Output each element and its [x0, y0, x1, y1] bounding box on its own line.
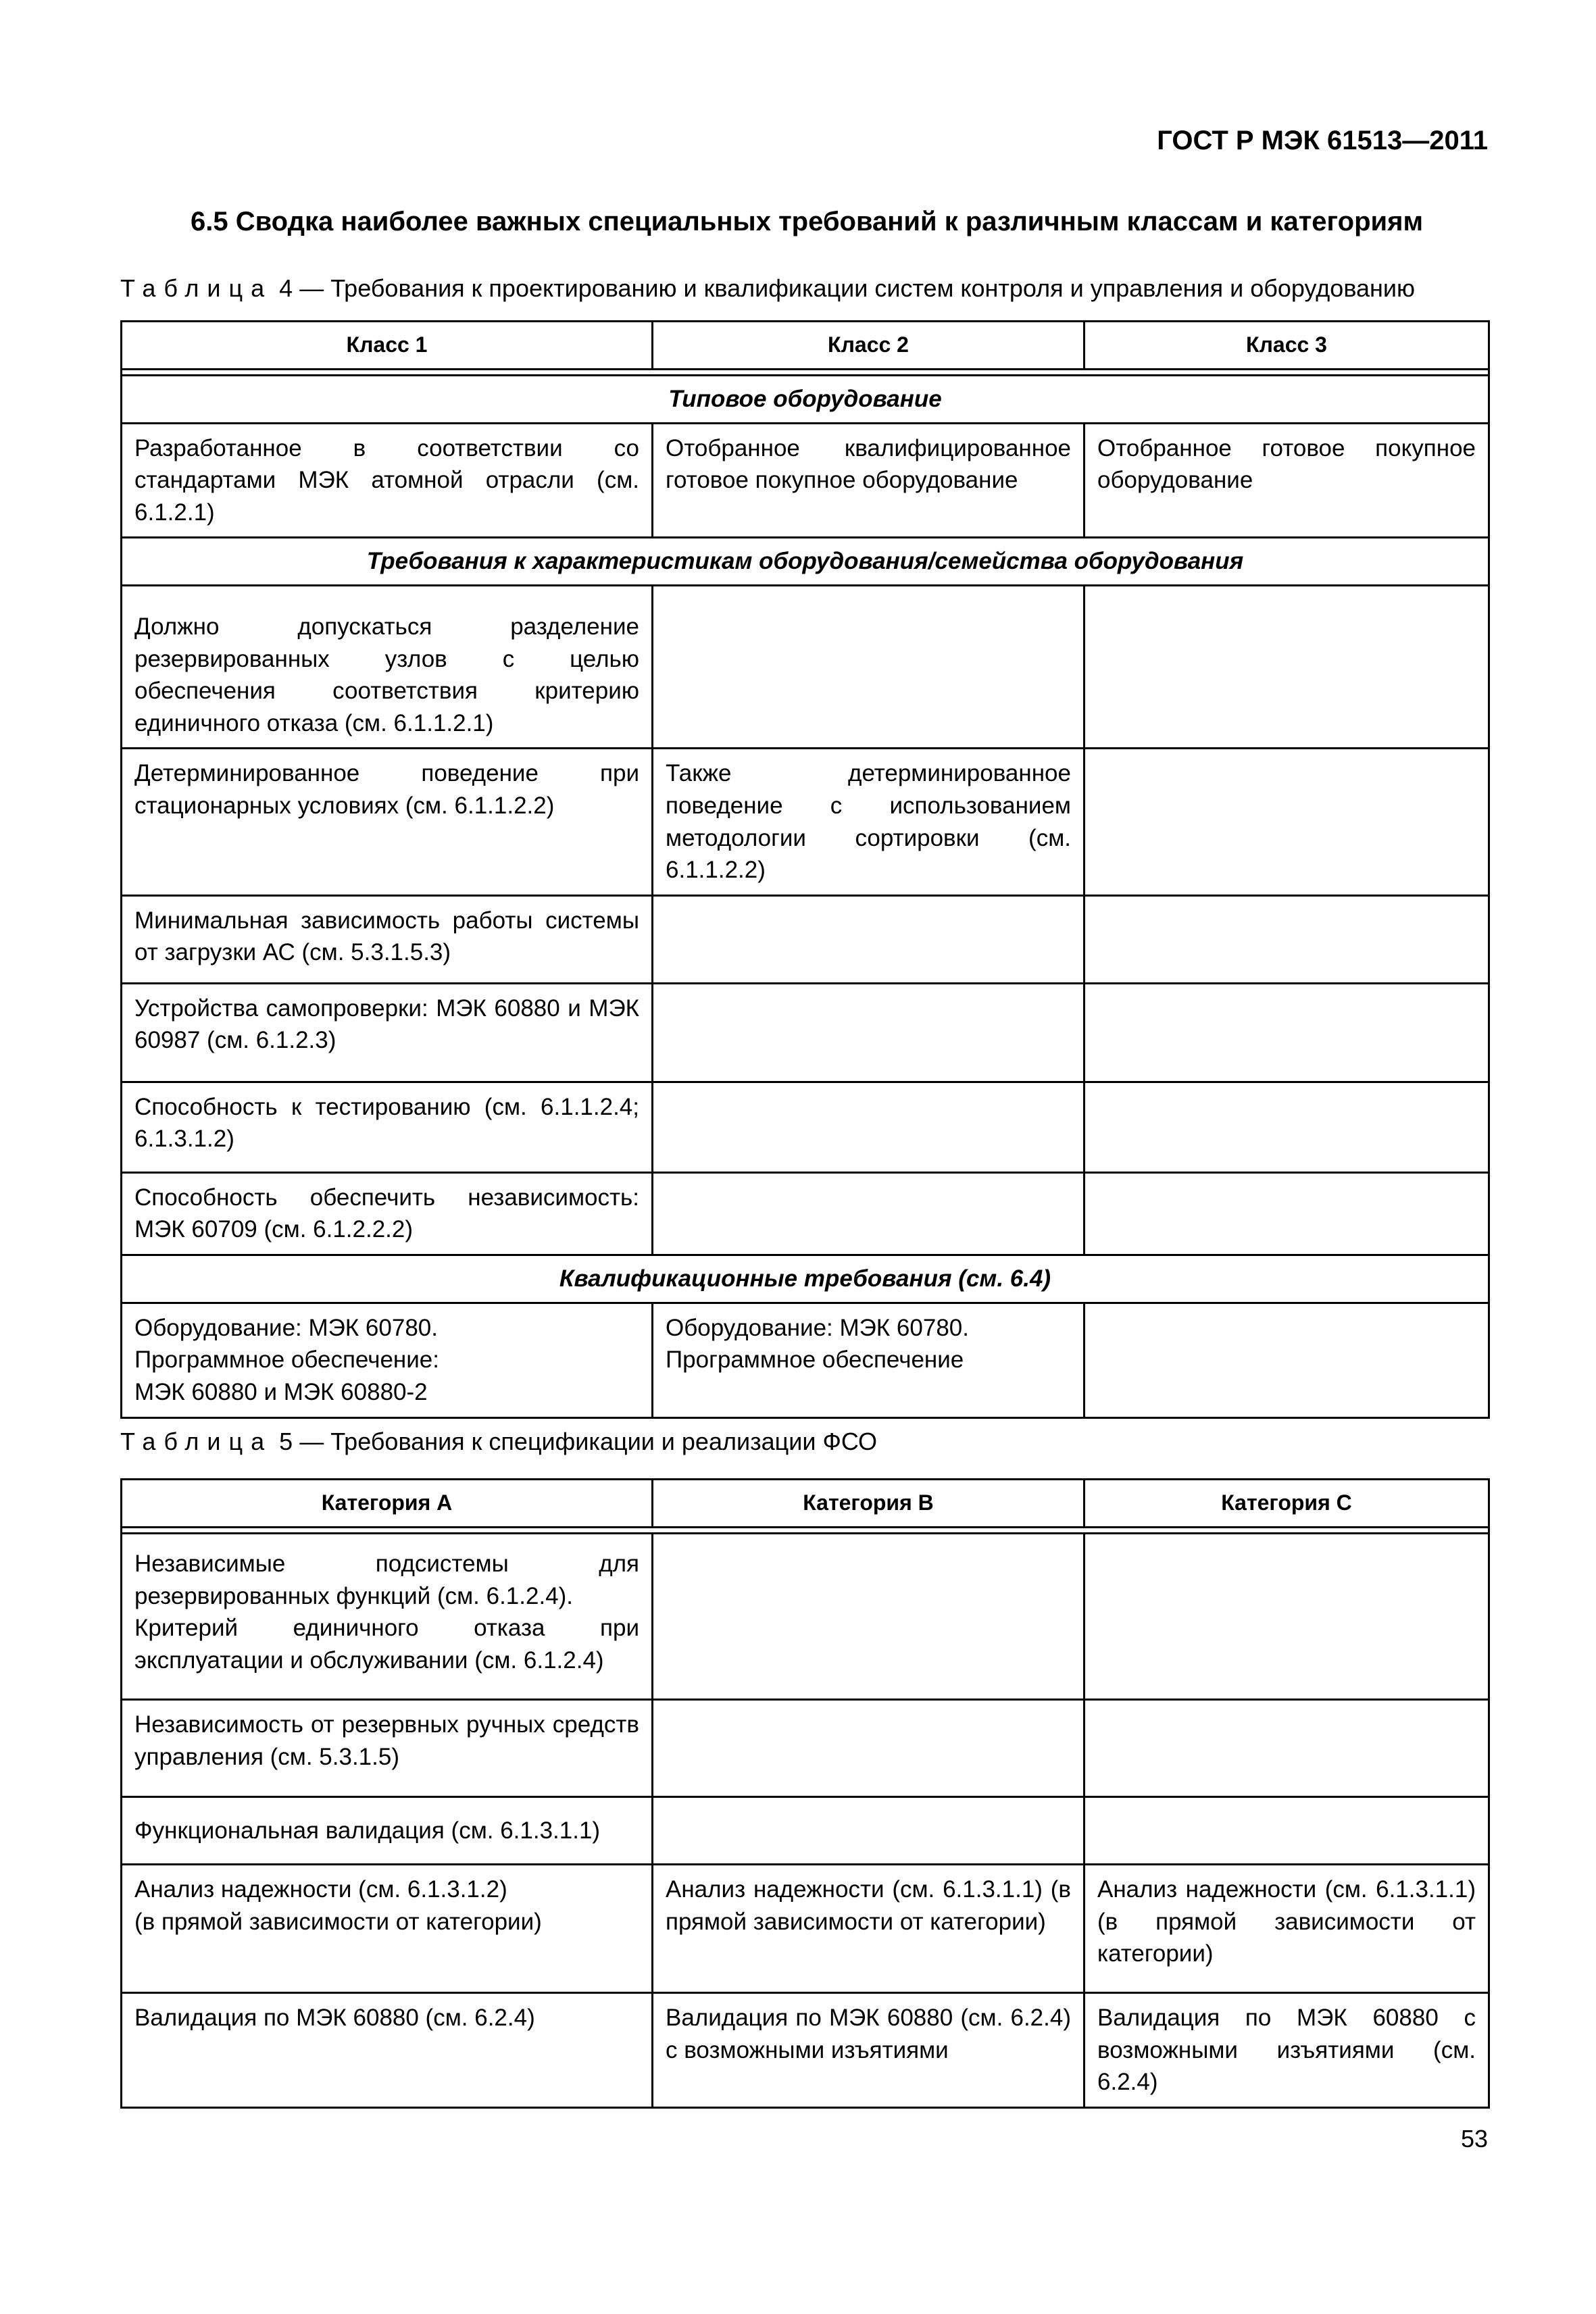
header-separator	[122, 1528, 1489, 1534]
cell-line: (в прямой зависимости от категории)	[134, 1908, 542, 1935]
table-4-caption	[120, 274, 1488, 303]
table-cell	[1084, 1303, 1489, 1417]
table-row	[122, 749, 1489, 895]
subheading-typical-equipment: Типовое оборудование	[122, 376, 1489, 424]
table-cell	[653, 1303, 1084, 1417]
header-class-2: Класс 2	[653, 322, 1084, 370]
table-cell: Также детерминированное поведение с использованием методологии сортировки (см. 6.1.1.2.2)	[653, 749, 1084, 895]
table-row	[122, 983, 1489, 1082]
table-4-caption-label: Таблица	[120, 274, 273, 302]
table-cell	[653, 585, 1084, 748]
table-cell	[122, 1865, 653, 1993]
table-row	[122, 1700, 1489, 1797]
header-category-a: Категория А	[122, 1480, 653, 1528]
table-cell: Валидация по МЭК 60880 (см. 6.2.4) с возможными изъятиями	[653, 1993, 1084, 2108]
header-category-c: Категория С	[1084, 1480, 1489, 1528]
table-cell: Способность обеспечить независимость: МЭК 60709 (см. 6.1.2.2.2)	[122, 1172, 653, 1255]
table-row	[122, 895, 1489, 983]
table-cell	[653, 895, 1084, 983]
table-cell	[1084, 1172, 1489, 1255]
table-cell	[122, 1303, 653, 1417]
table-cell: Детерминированное поведение при стационарных условиях (см. 6.1.1.2.2)	[122, 749, 653, 895]
table-cell	[653, 1700, 1084, 1797]
table-cell: Валидация по МЭК 60880 (см. 6.2.4)	[122, 1993, 653, 2108]
table-cell	[653, 1797, 1084, 1865]
table-cell	[1084, 585, 1489, 748]
table-row	[122, 1172, 1489, 1255]
subheading-qualification: Квалификационные требования (см. 6.4)	[122, 1255, 1489, 1303]
table-row	[122, 423, 1489, 538]
table-cell: Независимость от резервных ручных средств управления (см. 5.3.1.5)	[122, 1700, 653, 1797]
cell-line: Оборудование: МЭК 60780.	[666, 1314, 969, 1341]
header-class-1: Класс 1	[122, 322, 653, 370]
table-cell	[1084, 983, 1489, 1082]
subheading-equipment-characteristics: Требования к характеристикам оборудования/семейства оборудования	[122, 538, 1489, 586]
table-cell	[1084, 749, 1489, 895]
table-row	[122, 585, 1489, 748]
cell-line: Программное обеспечение	[666, 1347, 964, 1374]
cell-line: Критерий единичного отказа при эксплуатации и обслуживании (см. 6.1.2.4)	[134, 1615, 639, 1674]
table-row	[122, 1082, 1489, 1172]
table-cell	[1084, 1082, 1489, 1172]
table-row	[122, 376, 1489, 424]
table-cell: Отобранное готовое покупное оборудование	[1084, 423, 1489, 538]
table-5-header-row	[122, 1480, 1489, 1528]
table-cell: Устройства самопроверки: МЭК 60880 и МЭК 60987 (см. 6.1.2.3)	[122, 983, 653, 1082]
header-separator	[122, 370, 1489, 376]
table-row	[122, 1303, 1489, 1417]
table-cell	[1084, 1534, 1489, 1700]
table-5-caption	[120, 1428, 1488, 1456]
table-5-caption-label: Таблица	[120, 1428, 273, 1455]
table-cell: Функциональная валидация (см. 6.1.3.1.1)	[122, 1797, 653, 1865]
cell-line: Анализ надежности (см. 6.1.3.1.2)	[134, 1876, 507, 1903]
header-category-b: Категория В	[653, 1480, 1084, 1528]
table-row	[122, 1993, 1489, 2108]
table-cell: Валидация по МЭК 60880 с возможными изъятиями (см. 6.2.4)	[1084, 1993, 1489, 2108]
page-number: 53	[1460, 2125, 1488, 2153]
header-class-3: Класс 3	[1084, 322, 1489, 370]
table-4-caption-text: 4 — Требования к проектированию и квалификации систем контроля и управления и оборудованию	[279, 274, 1416, 302]
table-row	[122, 1865, 1489, 1993]
cell-line: МЭК 60880 и МЭК 60880-2	[134, 1378, 428, 1405]
table-row	[122, 1255, 1489, 1303]
table-cell	[653, 1082, 1084, 1172]
table-row	[122, 538, 1489, 586]
table-cell	[1084, 895, 1489, 983]
table-row	[122, 1534, 1489, 1700]
table-cell	[122, 1534, 653, 1700]
table-cell	[653, 983, 1084, 1082]
cell-line: Программное обеспечение:	[134, 1347, 440, 1374]
table-5-caption-text: 5 — Требования к спецификации и реализации ФСО	[279, 1428, 878, 1455]
table-cell: Анализ надежности (см. 6.1.3.1.1) (в прямой зависимости от категории)	[1084, 1865, 1489, 1993]
document-code: ГОСТ Р МЭК 61513—2011	[1157, 126, 1488, 155]
table-cell	[1084, 1797, 1489, 1865]
table-4	[120, 320, 1490, 1419]
table-row	[122, 1797, 1489, 1865]
table-5	[120, 1478, 1490, 2109]
table-cell	[653, 1172, 1084, 1255]
table-4-header-row	[122, 322, 1489, 370]
table-cell: Минимальная зависимость работы системы от загрузки АС (см. 5.3.1.5.3)	[122, 895, 653, 983]
cell-line: Оборудование: МЭК 60780.	[134, 1314, 438, 1341]
table-cell	[1084, 1700, 1489, 1797]
table-cell: Должно допускаться разделение резервированных узлов с целью обеспечения соответствия критерию единичного отказа (см. 6.1.1.2.1)	[122, 585, 653, 748]
table-cell: Анализ надежности (см. 6.1.3.1.1) (в прямой зависимости от категории)	[653, 1865, 1084, 1993]
cell-line: Независимые подсистемы для резервированных функций (см. 6.1.2.4).	[134, 1551, 639, 1609]
table-cell: Отобранное квалифицированное готовое покупное оборудование	[653, 423, 1084, 538]
table-cell: Разработанное в соответствии со стандартами МЭК атомной отрасли (см. 6.1.2.1)	[122, 423, 653, 538]
table-cell	[653, 1534, 1084, 1700]
section-title: 6.5 Сводка наиболее важных специальных требований к различным классам и категориям	[191, 207, 1424, 236]
table-cell: Способность к тестированию (см. 6.1.1.2.4; 6.1.3.1.2)	[122, 1082, 653, 1172]
